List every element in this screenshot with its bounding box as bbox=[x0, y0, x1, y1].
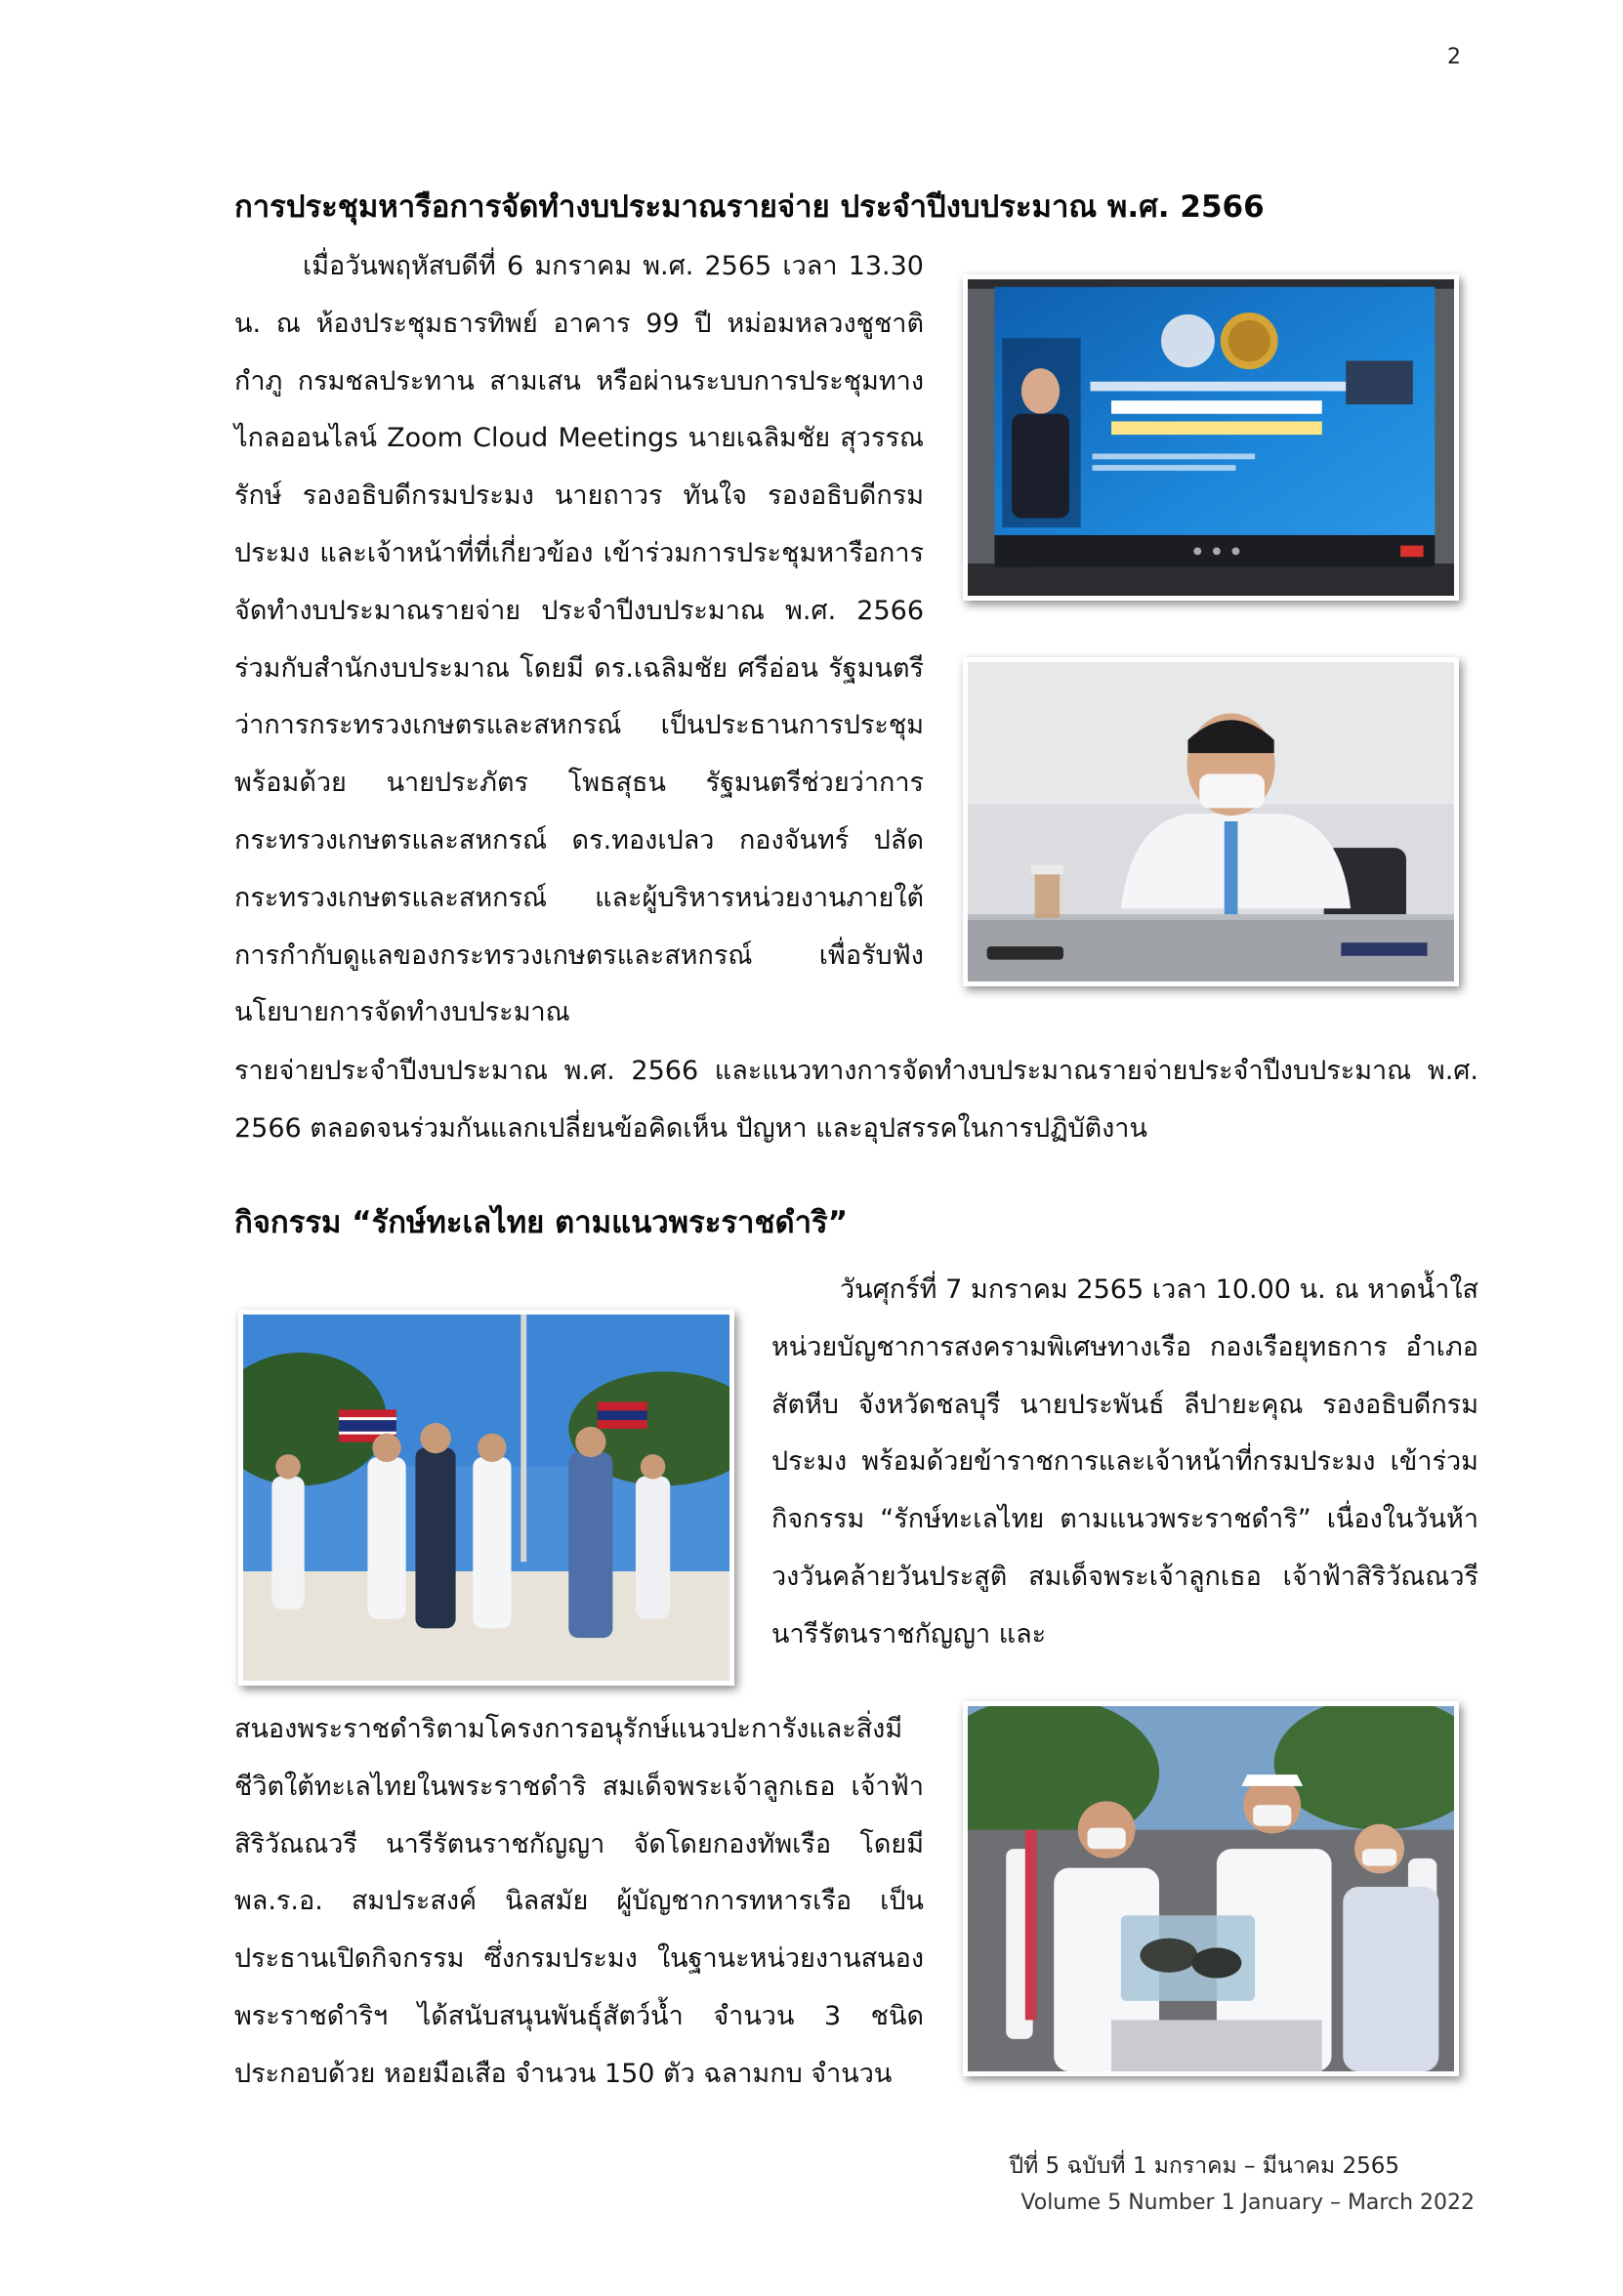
photo-officials-walking-beach bbox=[238, 1310, 734, 1686]
section-heading-thai-sea-activity: กิจกรรม “รักษ์ทะเลไทย ตามแนวพระราชดำริ” bbox=[234, 1205, 849, 1240]
budget-meeting-paragraph-continued: รายจ่ายประจำปีงบประมาณ พ.ศ. 2566 และแนวทางการจัดทำงบประมาณรายจ่ายประจำปีงบประมาณ พ.ศ. 2566 ตลอดจนร่วมกันแลกเปลี่ยนข้อคิดเห็น ปัญหา และอุปสรรคในการปฏิบัติงาน bbox=[234, 1056, 1478, 1144]
budget-meeting-paragraph: เมื่อวันพฤหัสบดีที่ 6 มกราคม พ.ศ. 2565 เวลา 13.30 น. ณ ห้องประชุมธารทิพย์ อาคาร 99 ปี หม่อมหลวงชูชาติ กำภู กรมชลประทาน สามเสน หรือผ่านระบบการประชุมทางไกลออนไลน์ Zoom Cloud Meetings นายเฉลิมชัย สุวรรณรักษ์ รองอธิบดีกรมประมง นายถาวร ทันใจ รองอธิบดีกรมประมง และเจ้าหน้าที่ที่เกี่ยวข้อง เข้าร่วมการประชุมหารือการจัดทำงบประมาณรายจ่าย ประจำปีงบประมาณ พ.ศ. 2566 ร่วมกับสำนักงบประมาณ โดยมี ดร.เฉลิมชัย ศรีอ่อน รัฐมนตรีว่าการกระทรวงเกษตรและสหกรณ์ เป็นประธานการประชุม พร้อมด้วย นายประภัตร โพธสุธน รัฐมนตรีช่วยว่าการกระทรวงเกษตรและสหกรณ์ ดร.ทองเปลว กองจันทร์ ปลัดกระทรวงเกษตรและสหกรณ์ และผู้บริหารหน่วยงานภายใต้การกำกับดูแลของกระทรวงเกษตรและสหกรณ์ เพื่อรับฟังนโยบายการจัดทำงบประมาณ bbox=[234, 251, 924, 1028]
thai-sea-paragraph-right: วันศุกร์ที่ 7 มกราคม 2565 เวลา 10.00 น. ณ หาดน้ำใส หน่วยบัญชาการสงครามพิเศษทางเรือ กองเรือยุทธการ อำเภอสัตหีบ จังหวัดชลบุรี นายประพันธ์ ลีปายะคุณ รองอธิบดีกรมประมง พร้อมด้วยข้าราชการและเจ้าหน้าที่กรมประมง เข้าร่วมกิจกรรม “รักษ์ทะเลไทย ตามแนวพระราชดำริ” เนื่องในวันห้าวงวันคล้ายวันประสูติ สมเด็จพระเจ้าลูกเธอ เจ้าฟ้าสิริวัณณวรี นารีรัตนราชกัญญา และ bbox=[771, 1274, 1478, 1649]
thai-sea-paragraph-left: สนองพระราชดำริตามโครงการอนุรักษ์แนวปะการังและสิ่งมีชีวิตใต้ทะเลไทยในพระราชดำริ สมเด็จพระเจ้าลูกเธอ เจ้าฟ้าสิริวัณณวรี นารีรัตนราชกัญญา จัดโดยกองทัพเรือ โดยมี พล.ร.อ. สมประสงค์ นิลสมัย ผู้บัญชาการทหารเรือ เป็นประธานเปิดกิจกรรม ซึ่งกรมประมง ในฐานะหน่วยงานสนองพระราชดำริฯ ได้สนับสนุนพันธุ์สัตว์น้ำ จำนวน 3 ชนิด ประกอบด้วย หอยมือเสือ จำนวน 150 ตัว ฉลามกบ จำนวน bbox=[234, 1714, 924, 2089]
page-number: 2 bbox=[1447, 45, 1461, 69]
photo-official-at-meeting-table bbox=[963, 657, 1459, 986]
section-heading-budget-meeting: การประชุมหารือการจัดทำงบประมาณรายจ่าย ประจำปีงบประมาณ พ.ศ. 2566 bbox=[234, 189, 1265, 225]
photo-handover-marine-species bbox=[963, 1701, 1459, 2076]
footer-issue-english: Volume 5 Number 1 January – March 2022 bbox=[1020, 2191, 1475, 2215]
footer-issue-thai: ปีที่ 5 ฉบับที่ 1 มกราคม – มีนาคม 2565 bbox=[1009, 2153, 1399, 2179]
photo-video-conference-screen bbox=[963, 274, 1459, 601]
